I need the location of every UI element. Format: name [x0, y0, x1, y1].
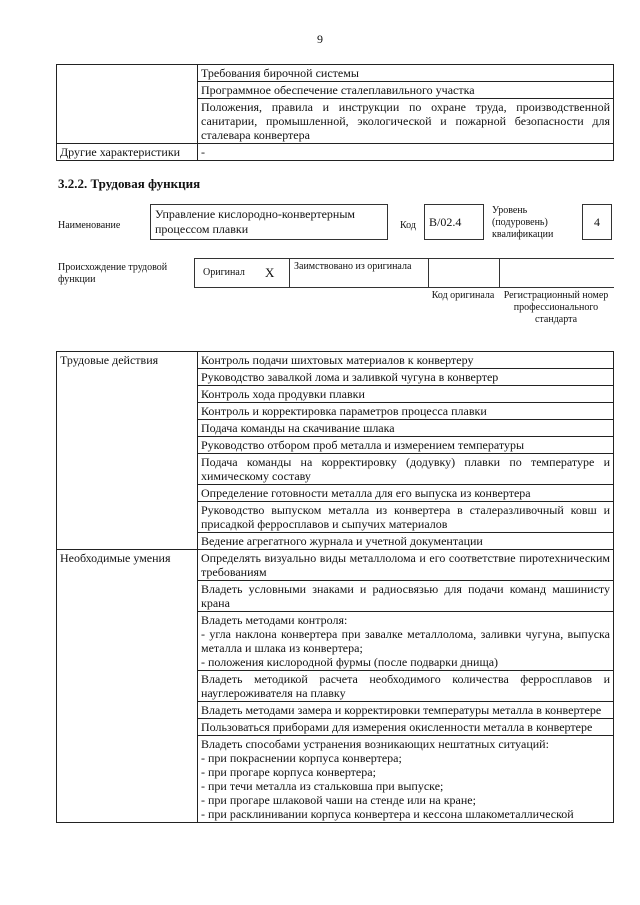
empty-cell	[57, 65, 198, 144]
level-value: 4	[582, 204, 612, 240]
skill-subitem: - при прогаре корпуса конвертера;	[201, 765, 376, 779]
labor-action-item: Руководство отбором проб металла и измерением температуры	[198, 437, 614, 454]
other-characteristics-label: Другие характеристики	[57, 144, 198, 161]
knowledge-row: Требования бирочной системы	[198, 65, 614, 82]
labor-action-item: Подача команды на корректировку (додувку) плавки по температуре и химическому составу	[198, 454, 614, 485]
skill-item	[198, 736, 614, 823]
skill-subitem: - при течи металла из стальковша при выпуске;	[201, 779, 444, 793]
section-heading: 3.2.2. Трудовая функция	[58, 176, 201, 191]
name-label: Наименование	[58, 220, 121, 231]
code-label: Код	[400, 220, 416, 231]
skill-item: Владеть условными знаками и радиосвязью для подачи команд машинисту крана	[198, 581, 614, 612]
page-number: 9	[317, 32, 323, 46]
labor-action-item: Определение готовности металла для его выпуска из конвертера	[198, 485, 614, 502]
name-value: Управление кислородно-конвертерным процессом плавки	[150, 204, 388, 240]
skill-subitem: - положения кислородной фурмы (после подварки днища)	[201, 655, 499, 669]
code-original-cell	[428, 259, 500, 287]
origin-row	[194, 258, 614, 288]
skill-subitem: - при прогаре шлаковой чаши на стенде или на кране;	[201, 793, 476, 807]
labor-action-item: Подача команды на скачивание шлака	[198, 420, 614, 437]
labor-action-item: Контроль хода продувки плавки	[198, 386, 614, 403]
labor-action-item: Контроль подачи шихтовых материалов к конвертеру	[198, 352, 614, 369]
skill-item: Владеть методами замера и корректировки температуры металла в конвертере	[198, 702, 614, 719]
origin-label: Происхождение трудовой функции	[58, 262, 168, 285]
knowledge-row: Положения, правила и инструкции по охране труда, производственной санитарии, промышленной, экологической и пожарной безопасности для сталевара конвертера	[198, 99, 614, 144]
skills-label: Необходимые умения	[57, 550, 198, 823]
skill-item: Владеть методикой расчета необходимого количества ферросплавов и науглероживателя на плавку	[198, 671, 614, 702]
level-label: Уровень (подуровень) квалификации	[492, 205, 554, 240]
skill-item-title: Владеть способами устранения возникающих нештатных ситуаций:	[201, 737, 549, 751]
reg-number-label: Регистрационный номер профессионального стандарта	[503, 290, 609, 325]
labor-action-item: Ведение агрегатного журнала и учетной документации	[198, 533, 614, 550]
skill-subitem: - угла наклона конвертера при завалке металлолома, заливки чугуна, выпуска металла и шлака из конвертера;	[201, 627, 610, 655]
skill-item	[198, 612, 614, 671]
labor-action-item: Руководство завалкой лома и заливкой чугуна в конвертер	[198, 369, 614, 386]
labor-actions-label: Трудовые действия	[57, 352, 198, 550]
skill-subitem: - при покраснении корпуса конвертера;	[201, 751, 402, 765]
other-characteristics-value: -	[198, 144, 614, 161]
top-table	[56, 64, 614, 161]
skill-item-title: Владеть методами контроля:	[201, 613, 348, 627]
original-label: Оригинал	[203, 267, 245, 278]
original-mark: X	[265, 265, 275, 280]
labor-action-item: Руководство выпуском металла из конвертера в сталеразливочный ковш и присадкой ферросплавов и сыпучих материалов	[198, 502, 614, 533]
labor-action-item: Контроль и корректировка параметров процесса плавки	[198, 403, 614, 420]
skill-subitem: - при расклинивании корпуса конвертера и кессона шлакометаллической	[201, 807, 574, 821]
main-table	[56, 351, 614, 823]
borrowed-label: Заимствовано из оригинала	[294, 261, 412, 272]
skill-item: Пользоваться приборами для измерения окисленности металла в конвертере	[198, 719, 614, 736]
code-value: B/02.4	[424, 204, 484, 240]
skill-item: Определять визуально виды металлолома и его соответствие пиротехническим требованиям	[198, 550, 614, 581]
original-cell	[194, 259, 290, 287]
code-original-label: Код оригинала	[431, 290, 495, 301]
knowledge-row: Программное обеспечение сталеплавильного участка	[198, 82, 614, 99]
